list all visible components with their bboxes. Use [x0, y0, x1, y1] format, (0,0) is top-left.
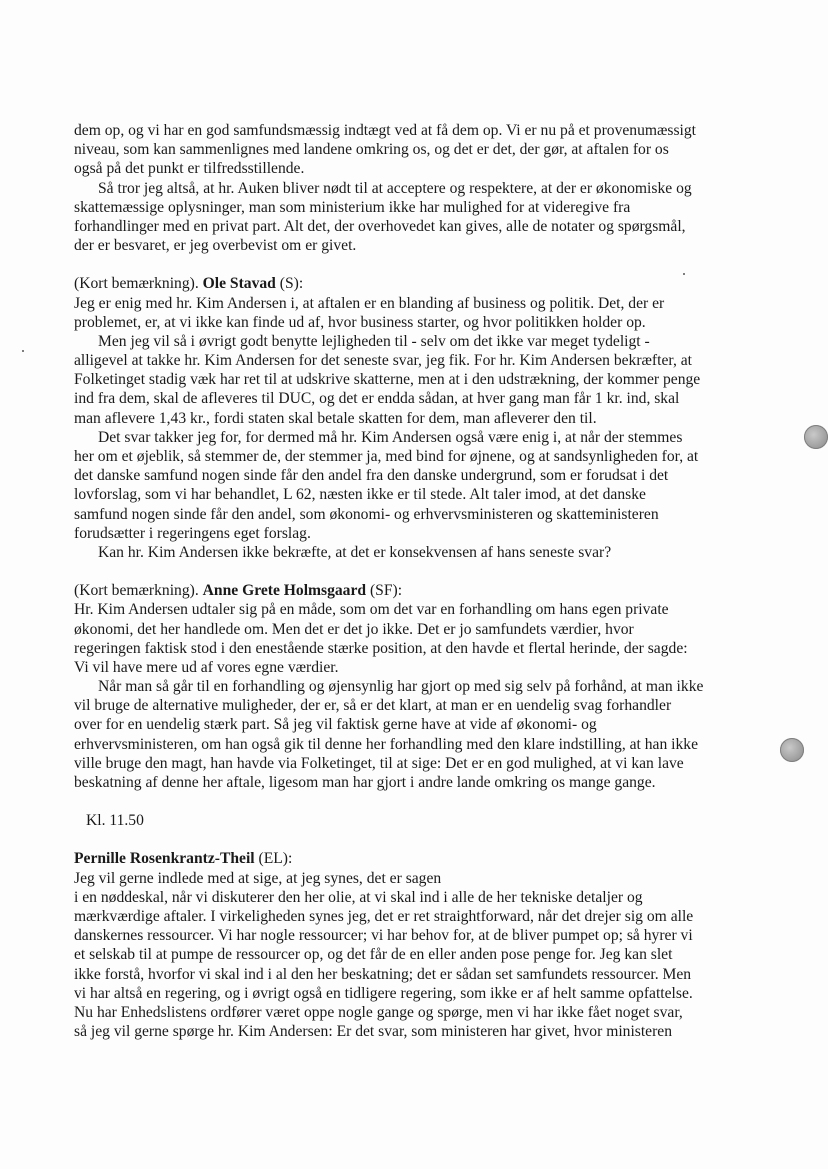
text-line: her om et øjeblik, så stemmer de, der stemmer ja, med bind for øjnene, og at sandsynligheden for, at — [74, 448, 699, 465]
text-line: Nu har Enhedslistens ordfører været oppe nogle gange og spørge, men vi har ikke fået noget svar, — [74, 1003, 683, 1021]
text-line: forudsætter i regeringens eget forslag. — [74, 524, 311, 542]
text-line: økonomi, det her handlede om. Men det er det jo ikke. Det er jo samfundets værdier, hvor — [74, 620, 634, 638]
text-line: også på det punkt er tilfredsstillende. — [74, 160, 305, 178]
text-line: Når man så går til en forhandling og øjensynlig har gjort op med sig selv på forhånd, at man ikke — [98, 678, 704, 696]
text-line: vi har altså en regering, og i øvrigt også en tidligere regering, som ikke er af helt samme opfattelse. — [74, 984, 693, 1002]
text-line: samfund nogen sinde får den andel, som økonomi- og erhvervsministeren og skatteministeren — [74, 505, 659, 523]
text-line: ind fra dem, skal de afleveres til DUC, og det er endda sådan, at hver gang man får 1 kr. ind, skal — [74, 390, 680, 408]
text-line: vil bruge de alternative muligheder, der er, så er det klart, at man er en uendelig svag forhandler — [74, 697, 672, 715]
text-line: danskernes ressourcer. Vi har nogle ressourcer; vi har behov for, at de bliver pumpet op; så hyrer vi — [74, 927, 693, 945]
speaker-party: (EL): — [254, 850, 293, 868]
text-line: man aflevere 1,43 kr., fordi staten skal betale skatten for dem, man afleverer den til. — [74, 409, 597, 427]
text-line: det danske samfund nogen sinde får den andel fra den danske undergrund, som er forudsat i det — [74, 467, 669, 485]
text-line: over for en uendelig stærk part. Så jeg vil faktisk gerne have at vide af økonomi- og — [74, 716, 597, 734]
speaker-name: Pernille Rosenkrantz-Theil — [74, 850, 255, 868]
text-line: regeringen faktisk stod i den enestående stærke position, at den havde et flertal herinde, der sagde: — [74, 639, 688, 657]
speaker-party: (SF): — [366, 582, 403, 600]
text-line: Folketinget stadig væk har ret til at udskrive skatterne, men at i den udstrækning, der kommer penge — [74, 371, 701, 389]
text-line: Det svar takker jeg for, for dermed må hr. Kim Andersen også være enig i, at når der stemmes — [98, 428, 683, 446]
text-line: Så tror jeg altså, at hr. Auken bliver nødt til at acceptere og respektere, at der er økonomiske og — [98, 179, 692, 197]
text-line: alligevel at takke hr. Kim Andersen for det seneste svar, jeg fik. For hr. Kim Andersen bekræfter, at — [74, 352, 692, 370]
text-line: mærkværdige aftaler. I virkeligheden synes jeg, det er ret straightforward, når det drejer sig om alle — [74, 907, 694, 925]
text-line: Men jeg vil så i øvrigt godt benytte lejligheden til - selv om det ikke var meget tydeligt - — [98, 332, 650, 350]
text-line: der er besvaret, er jeg overbevist om er givet. — [74, 237, 357, 255]
text-line: lovforslag, som vi har behandlet, L 62, næsten ikke er til stede. Alt taler imod, at det danske — [74, 486, 646, 504]
text-line: beskatning af denne her aftale, ligesom man har gjort i andre lande omkring os mange gange. — [74, 774, 656, 791]
speaker-heading — [74, 274, 774, 293]
remark-prefix: (Kort bemærkning). — [74, 275, 203, 293]
text-line: Jeg vil gerne indlede med at sige, at jeg synes, det er sagen — [74, 869, 442, 887]
speaker-heading — [74, 849, 774, 868]
scan-speck — [22, 350, 24, 352]
text-line: ikke forstå, hvorfor vi skal ind i al den her beskatning; det er sådan set samfundets ressourcer. Men — [74, 965, 692, 983]
speaker-party: (S): — [275, 275, 304, 293]
text-line: Jeg er enig med hr. Kim Andersen i, at aftalen er en blanding af business og politik. Det, der er — [74, 294, 665, 312]
text-line: Kan hr. Kim Andersen ikke bekræfte, at det er konsekvensen af hans seneste svar? — [98, 543, 612, 561]
speaker-heading — [74, 581, 774, 600]
text-line: niveau, som kan sammenlignes med landene omkring os, og det er det, der gør, at aftalen for os — [74, 141, 669, 159]
text-line: forhandlinger med en privat part. Alt det, der overhovedet kan gives, alle de notater og spørgsmål, — [74, 217, 686, 235]
scan-speck — [683, 273, 685, 275]
remark-prefix: (Kort bemærkning). — [74, 582, 203, 600]
text-line: problemet, er, at vi ikke kan finde ud af, hvor business starter, og hvor politikken holder op. — [74, 313, 646, 331]
punch-hole-mark — [780, 738, 804, 762]
speaker-name: Anne Grete Holmsgaard — [202, 582, 367, 600]
text-line: skattemæssige oplysninger, man som ministerium ikke har mulighed for at videregive fra — [74, 198, 631, 216]
transcript-body — [74, 121, 774, 1041]
text-line: Vi vil have mere ud af vores egne værdier. — [74, 658, 339, 676]
text-line: Hr. Kim Andersen udtaler sig på en måde, som om det var en forhandling om hans egen private — [74, 601, 669, 619]
text-line: så jeg vil gerne spørge hr. Kim Andersen: Er det svar, som ministeren har givet, hvor ministeren — [74, 1023, 673, 1041]
text-line: erhvervsministeren, om han også gik til denne her forhandling med den klare indstilling, at han ikke — [74, 735, 699, 753]
text-line: i en nøddeskal, når vi diskuterer den her olie, at vi skal ind i alle de her tekniske detaljer og — [74, 888, 643, 906]
punch-hole-mark — [804, 425, 828, 449]
timestamp: Kl. 11.50 — [86, 812, 144, 830]
text-line: ville bruge den magt, han havde via Folketinget, til at sige: Det er en god mulighed, at vi kan lave — [74, 754, 684, 772]
text-line: et selskab til at pumpe de ressourcer op, og det får de en eller anden pose penge for. Jeg kan slet — [74, 946, 673, 964]
speaker-name: Ole Stavad — [202, 275, 276, 293]
text-line: dem op, og vi har en god samfundsmæssig indtægt ved at få dem op. Vi er nu på et provenumæssigt — [74, 122, 697, 139]
